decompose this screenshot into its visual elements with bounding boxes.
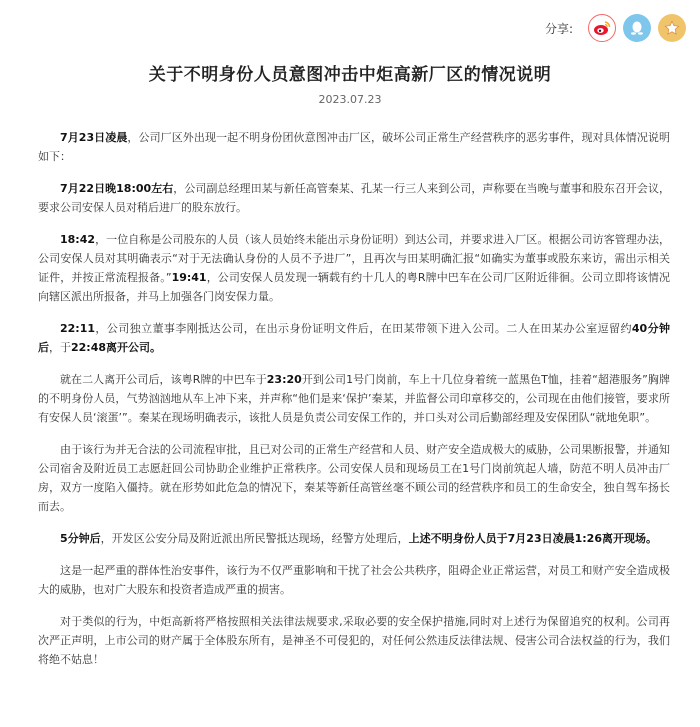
paragraph-8	[38, 561, 670, 599]
bold-text: 18:42	[60, 233, 96, 246]
body-text: 这是一起严重的群体性治安事件，该行为不仅严重影响和干扰了社会公共秩序，阻碍企业正常运营，对员工和财产安全造成极大的威胁，也对广大股东和投资者造成严重的损害。	[38, 564, 670, 596]
paragraph-3	[38, 230, 670, 306]
article-title: 关于不明身份人员意图冲击中炬高新厂区的情况说明	[148, 65, 552, 85]
bold-text: 5分钟后	[60, 532, 101, 545]
article-date: 2023.07.23	[318, 93, 382, 106]
bold-text: 7月23日凌晨	[60, 131, 128, 144]
body-text: ，于	[49, 341, 71, 354]
paragraph-2	[38, 179, 670, 217]
bold-text: 23:20	[266, 373, 302, 386]
body-text: ，一位自称是公司股东的人员（该人员始终未能出示身份证明）到达公司，并要求进入厂区。根据公司访客管理办法，公司安保人员对其明确表示“对于无法确认身份的人员不予进厂”，且再次与田某明确汇报“如确实为董事或股东来访，需出示相关证件，并按正常流程报备。”	[38, 233, 670, 284]
body-text: ，公司副总经理田某与新任高管秦某、孔某一行三人来到公司，声称要在当晚与董事和股东召开会议，要求公司安保人员对稍后进厂的股东放行。	[38, 182, 670, 214]
paragraph-9	[38, 612, 670, 669]
paragraph-7	[38, 529, 670, 548]
weibo-icon	[593, 20, 611, 36]
article-body	[38, 128, 670, 682]
share-label: 分享:	[544, 21, 573, 36]
share-bar	[545, 14, 686, 42]
body-text: ，公司厂区外出现一起不明身份团伙意图冲击厂区，破坏公司正常生产经营秩序的恶劣事件，现对具体情况说明如下：	[38, 131, 671, 163]
body-text: ，公司安保人员发现一辆载有约十几人的粤R牌中巴车在公司厂区附近徘徊。公司立即将该情况向辖区派出所报备，并马上加强各门岗安保力量。	[38, 271, 670, 303]
bold-text: 7月22日晚18:00左右	[60, 182, 174, 195]
bold-text: 22:48离开公司。	[71, 341, 162, 354]
qq-share-button[interactable]	[623, 14, 651, 42]
paragraph-1	[38, 128, 670, 166]
body-text: ，开发区公安分局及附近派出所民警抵达现场，经警方处理后，	[100, 532, 409, 545]
bold-text: 40分钟后	[38, 322, 670, 354]
paragraph-5	[38, 370, 670, 427]
bold-text: 22:11	[60, 322, 96, 335]
body-text: ，公司独立董事李刚抵达公司，在出示身份证明文件后，在田某带领下进入公司。二人在田某办公室逗留约	[95, 322, 632, 335]
star-icon	[664, 20, 680, 36]
body-text: 由于该行为并无合法的公司流程审批，且已对公司的正常生产经营和人员、财产安全造成极大的威胁，公司果断报警，并通知公司宿舍及附近员工志愿赶回公司协助企业维护正常秩序。公司安保人员和现场员工在1号门岗前筑起人墙，防范不明人员冲击厂房，双方一度陷入僵持。就在形势如此危急的情况下，秦某等新任高管丝毫不顾公司的经营秩序和员工的生命安全，独自驾车扬长而去。	[38, 443, 670, 513]
body-text: 就在二人离开公司后，该粤R牌的中巴车于	[60, 373, 267, 386]
body-text: 开到公司1号门岗前，车上十几位身着统一蓝黑色T恤，挂着“超港服务”胸牌的不明身份人员，气势汹汹地从车上冲下来，并声称“他们是来‘保护’秦某，并监督公司印章移交的，公司现在由他们接管，要求所有安保人员‘滚蛋’”。秦某在现场明确表示，该批人员是负责公司安保工作的，并口头对公司后勤部经理及安保团队“就地免职”。	[38, 373, 670, 424]
body-text: 对于类似的行为，中炬高新将严格按照相关法律法规要求,采取必要的安全保护措施,同时对上述行为保留追究的权利。公司再次严正声明，上市公司的财产属于全体股东所有，是神圣不可侵犯的，对任何公然违反法律法规、侵害公司合法权益的行为，我们将绝不姑息！	[38, 615, 670, 666]
bold-text: 19:41	[171, 271, 207, 284]
qq-icon	[630, 20, 644, 36]
paragraph-4	[38, 319, 670, 357]
weibo-share-button[interactable]	[588, 14, 616, 42]
bold-text: 上述不明身份人员于7月23日凌晨1:26离开现场。	[408, 532, 657, 545]
paragraph-6	[38, 440, 670, 516]
favorite-share-button[interactable]	[658, 14, 686, 42]
